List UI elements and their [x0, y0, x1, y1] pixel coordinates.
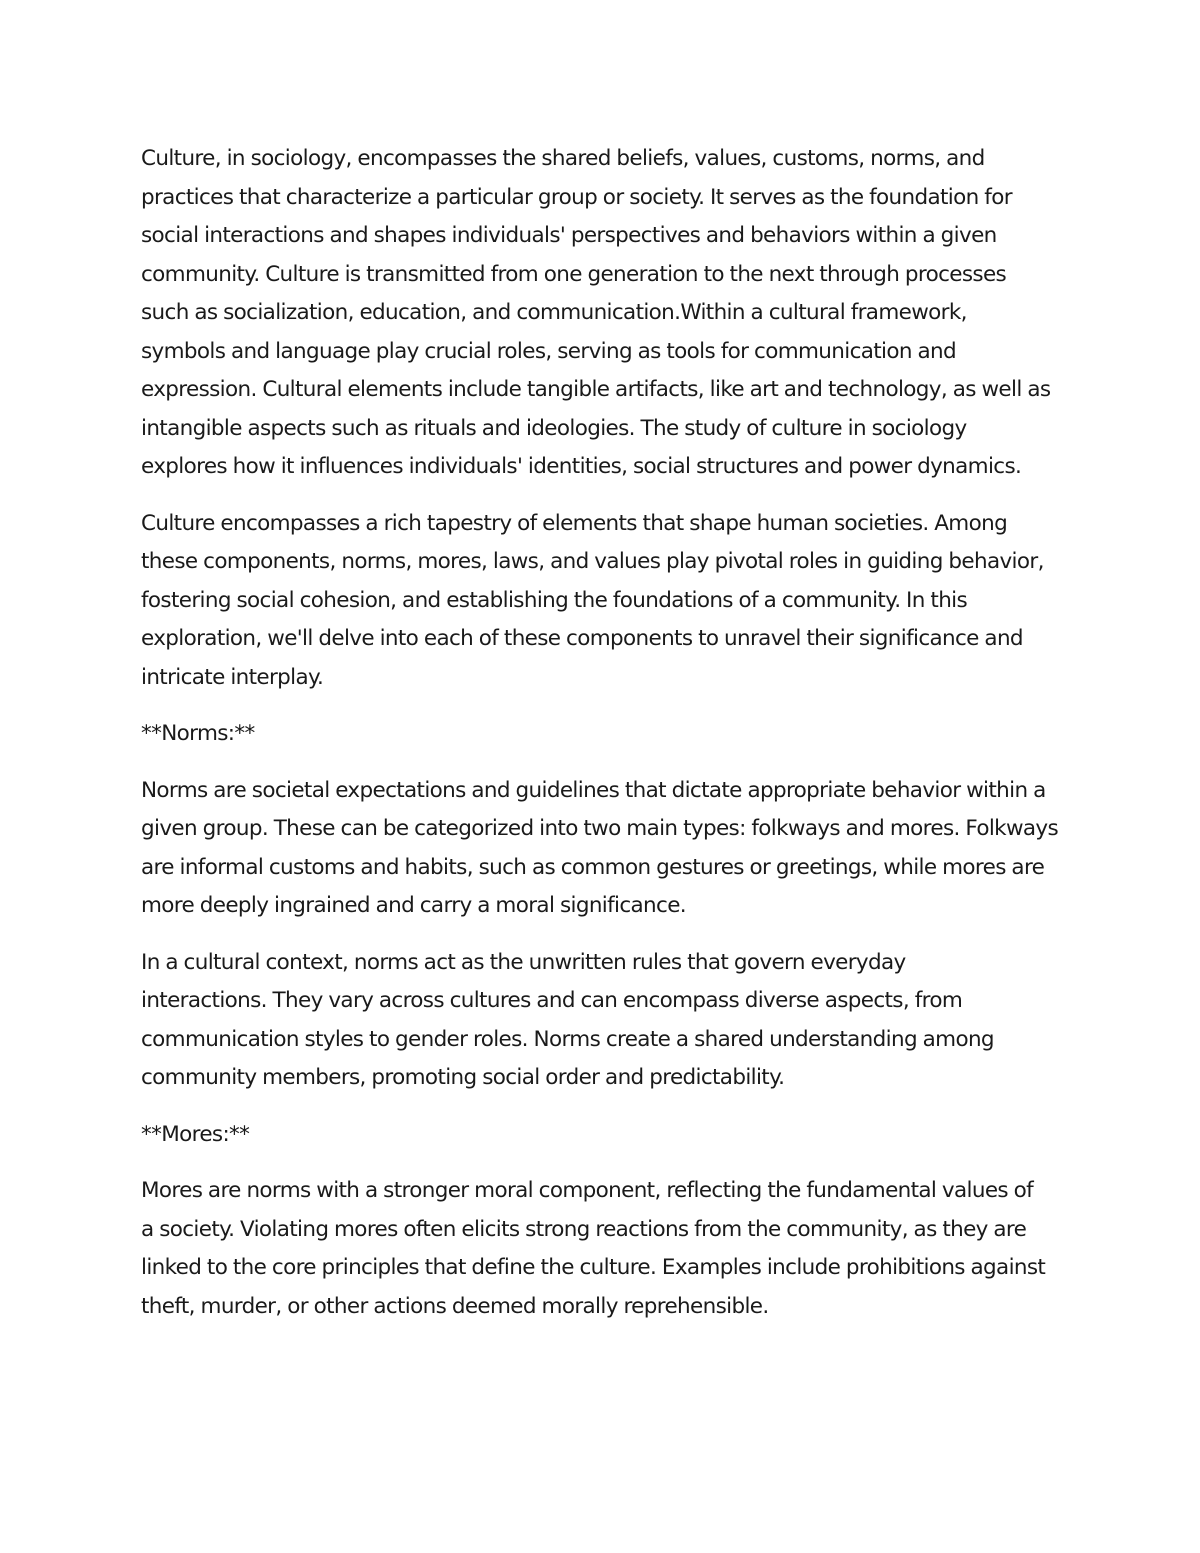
paragraph-culture-elements: Culture encompasses a rich tapestry of elements that shape human societies. Among these components, norms, mores, laws, and values play pivotal roles in guiding behavior, fostering social cohesion, and establishing the foundations of a community. In this exploration, we'll delve into each of these components to unravel their significance and intricate interplay. [141, 510, 1044, 690]
document-body [141, 140, 1061, 1344]
paragraph-culture-definition: Culture, in sociology, encompasses the shared beliefs, values, customs, norms, and practices that characterize a particular group or society. It serves as the foundation for social interactions and shapes individuals' perspectives and behaviors within a given community. Culture is transmitted from one generation to the next through processes such as socialization, education, and communication.Within a cultural framework, symbols and language play crucial roles, serving as tools for communication and expression. Cultural elements include tangible artifacts, like art and technology, as well as intangible aspects such as rituals and ideologies. The study of culture in sociology explores how it influences individuals' identities, social structures and power dynamics. [141, 146, 1051, 479]
heading-norms: **Norms:** [141, 721, 255, 746]
paragraph-norms-definition: Norms are societal expectations and guidelines that dictate appropriate behavior within a given group. These can be categorized into two main types: folkways and mores. Folkways are informal customs and habits, such as common gestures or greetings, while mores are more deeply ingrained and carry a moral significance. [141, 777, 1059, 918]
paragraph-mores-definition: Mores are norms with a stronger moral component, reflecting the fundamental values of a society. Violating mores often elicits strong reactions from the community, as they are linked to the core principles that define the culture. Examples include prohibitions against theft, murder, or other actions deemed morally reprehensible. [141, 1178, 1046, 1319]
heading-mores: **Mores:** [141, 1121, 250, 1147]
paragraph-norms-context: In a cultural context, norms act as the unwritten rules that govern everyday interactions. They vary across cultures and can encompass diverse aspects, from communication styles to gender roles. Norms create a shared understanding among community members, promoting social order and predictability. [141, 949, 994, 1090]
